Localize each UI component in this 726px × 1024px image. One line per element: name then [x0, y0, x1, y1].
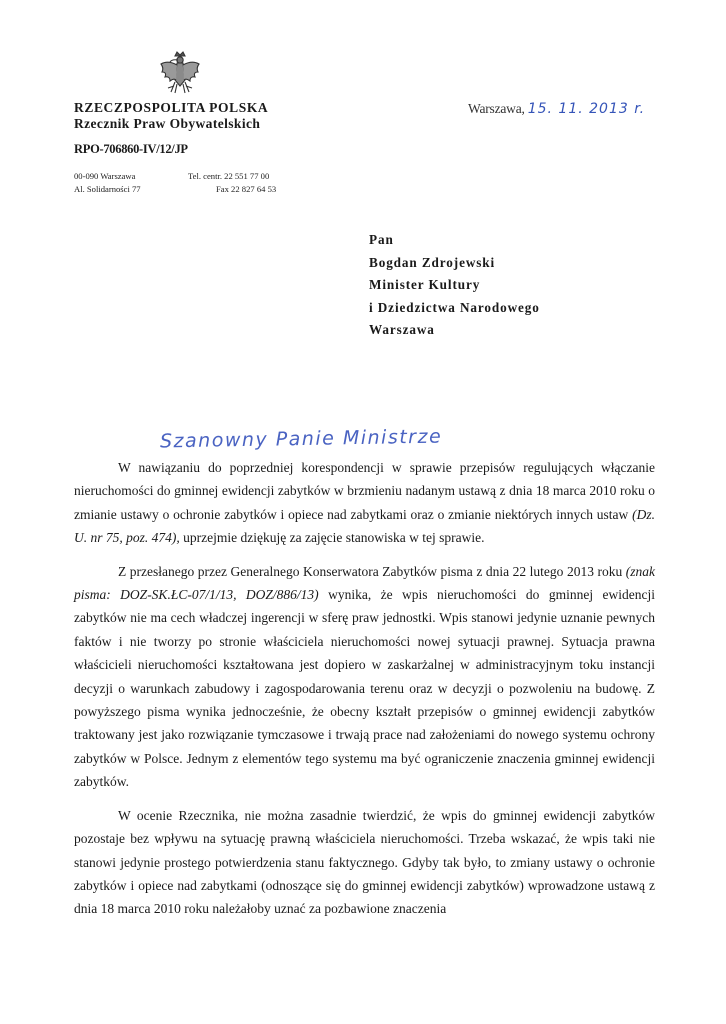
paragraph-text: W nawiązaniu do poprzedniej korespondencji w sprawie przepisów regulujących włączanie nieruchomości do gminnej ewidencji zabytków w brzmieniu nadanym ustawą z dnia 18 marca 2010 roku o zmianie ustawy o ochronie zabytków i opiece nad zabytkami oraz o zmianie niektórych innych ustaw	[74, 460, 655, 522]
letter-body	[74, 456, 655, 931]
body-paragraph-1	[74, 456, 655, 550]
reference-number: RPO-706860-IV/12/JP	[74, 142, 188, 156]
address-line-2: Al. Solidarności 77	[74, 184, 141, 194]
handwritten-salutation: Szanowny Panie Ministrze	[159, 425, 443, 453]
addressee-line-5: Warszawa	[369, 322, 435, 338]
paragraph-text: uprzejmie dziękuję za zajęcie stanowiska w tej sprawie.	[179, 530, 485, 546]
body-paragraph-2	[74, 560, 655, 794]
addressee-line-3: Minister Kultury	[369, 277, 481, 293]
office-line-2: Rzecznik Praw Obywatelskich	[74, 116, 261, 131]
place-and-date	[468, 101, 645, 117]
address-line-1: 00-090 Warszawa	[74, 171, 136, 181]
place-city: Warszawa,	[468, 101, 525, 116]
paragraph-text: Z przesłanego przez Generalnego Konserwatora Zabytków pisma z dnia 22 lutego 2013 roku	[118, 563, 626, 579]
addressee-line-2: Bogdan Zdrojewski	[369, 254, 496, 270]
handwritten-date: 15. 11. 2013 r.	[527, 101, 646, 117]
office-address	[74, 170, 141, 196]
fax-number: Fax 22 827 64 53	[216, 184, 277, 194]
office-contact	[188, 170, 288, 196]
paragraph-text: wynika, że wpis nieruchomości do gminnej ewidencji zabytków nie ma cech władczej ingerencji w sferę praw jednostki. Wpis stanowi jedynie uznanie pewnych faktów i nie tworzy po stronie właściciela nieruchomości nowej sytuacji prawnej. Sytuacja prawna właścicieli nieruchomości kształtowana jest dopiero w zaskarżalnej w administracyjnym toku instancji decyzji o warunkach zabudowy i zagospodarowania terenu oraz w decyzji o pozwoleniu na budowę. Z powyższego pisma wynika jednocześnie, że obecny kształt przepisów o gminnej ewidencji zabytków traktowany jest jako rozwiązanie tymczasowe i trwają prace nad założeniami do nowego systemu ochrony zabytków w Polsce. Jednym z elementów tego systemu ma być ograniczenie znaczenia gminnej ewidencji zabytków.	[74, 587, 655, 790]
paragraph-text: W ocenie Rzecznika, nie można zasadnie twierdzić, że wpis do gminnej ewidencji zabytków pozostaje bez wpływu na sytuację prawną właściciela nieruchomości. Trzeba wskazać, że wpis taki nie stanowi jedynie prostego potwierdzenia stanu faktycznego. Gdyby tak było, to zmiany ustawy o ochronie zabytków i opiece nad zabytkami (odnoszące się do gminnej ewidencji zabytków) wprowadzone ustawą z dnia 18 marca 2010 roku należałoby uznać za pozbawione znaczenia	[74, 807, 655, 917]
phone-number: Tel. centr. 22 551 77 00	[188, 171, 270, 181]
body-paragraph-3	[74, 804, 655, 921]
legal-citation: (Dz. U. nr 75, poz. 474),	[74, 506, 655, 546]
office-line-1: RZECZPOSPOLITA POLSKA	[74, 100, 269, 115]
polish-eagle-emblem-icon	[158, 50, 202, 96]
office-name	[74, 100, 268, 132]
document-reference: (znak pisma: DOZ-SK.ŁC-07/1/13, DOZ/886/13)	[74, 563, 655, 603]
addressee-line-4: i Dziedzictwa Narodowego	[369, 299, 540, 315]
addressee-block	[369, 229, 540, 342]
addressee-line-1: Pan	[369, 232, 394, 247]
